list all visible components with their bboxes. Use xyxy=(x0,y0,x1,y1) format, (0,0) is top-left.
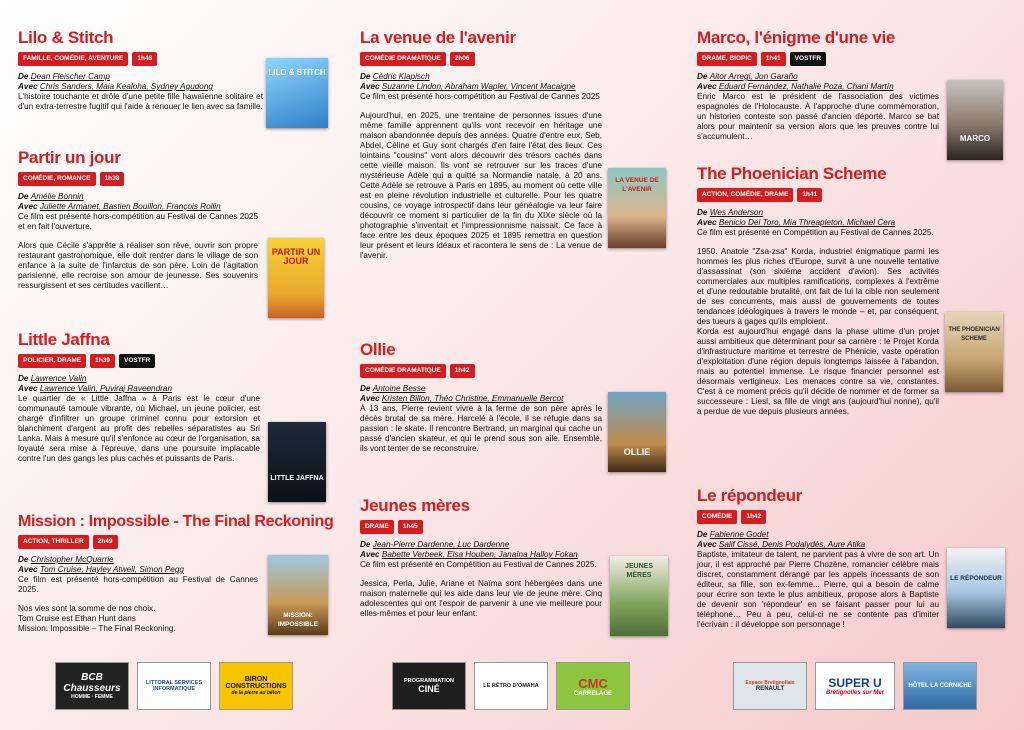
synopsis-paragraph: Nos vies sont la somme de nos choix. Tom Cruise est Ethan Hunt dans Mission: Impossible – The Final Reckoning. xyxy=(18,604,176,633)
director: Christopher McQuarrie xyxy=(30,555,114,564)
sponsor-sub: de la pierre au béton xyxy=(231,690,281,696)
film-marco xyxy=(697,28,991,151)
poster-image xyxy=(608,392,666,472)
film-title: Lilo & Stitch xyxy=(18,28,114,47)
film-synopsis xyxy=(18,212,258,291)
poster-title: LILO & STITCH xyxy=(268,68,326,77)
film-le-repondeur xyxy=(697,486,1002,639)
duration-tag: 1h39 xyxy=(90,354,115,368)
poster-title: MISSION: IMPOSSIBLE xyxy=(277,612,319,628)
film-synopsis xyxy=(360,404,602,454)
director: Cédric Klapisch xyxy=(372,72,430,81)
film-credits xyxy=(360,540,602,560)
poster-title: LA VENUE DE L'AVENIR xyxy=(615,177,659,193)
director: Amélie Bonnin xyxy=(30,192,84,201)
sponsor-sub: Brétignolles sur Mer xyxy=(825,690,884,696)
film-synopsis xyxy=(697,550,939,630)
film-tags xyxy=(18,172,330,186)
sponsor-sub: Espace Bretignollais xyxy=(745,680,795,686)
film-synopsis xyxy=(360,92,602,261)
film-credits xyxy=(18,72,263,92)
cast-label: Avec xyxy=(18,82,40,91)
cast-label: Avec xyxy=(697,218,719,227)
film-credits xyxy=(360,72,602,92)
film-title: La venue de l'avenir xyxy=(360,28,516,47)
genre-tag: COMÉDIE, ROMANCE xyxy=(18,172,96,186)
director: Dean Fleischer Camp xyxy=(30,72,110,81)
film-ollie xyxy=(360,340,651,463)
synopsis-paragraph: Ce film est présenté hors-compétition au Festival de Cannes 2025 et en fait l'ouverture. xyxy=(18,212,258,231)
duration-tag: 2h49 xyxy=(93,535,118,549)
film-title: Marco, l'énigme d'une vie xyxy=(697,28,896,47)
genre-tag: ACTION, COMÉDIE, DRAME xyxy=(697,188,793,202)
film-tags xyxy=(360,520,640,534)
director: Lawrence Valin xyxy=(30,374,87,383)
sponsor-logo xyxy=(815,662,895,710)
synopsis-paragraph: Baptiste, imitateur de talent, ne parvient pas à vivre de son art. Un jour, il est approché par Pierre Chozène, romancier célèbre mais discret, constamment dérangé par les appels incessants de son éditeur, sa fille, son ex-femme... Pierre, qui a besoin de calme pour écrire son texte le plus ambitieux, propose alors à Baptiste de devenir son 'répondeur' en se faisant passer pour lui au téléphone… Peu à peu, celui-ci ne se contente pas d'imiter l'écrivain : il développe son personnage ! xyxy=(697,550,939,629)
genre-tag: DRAME xyxy=(360,520,394,534)
film-tags xyxy=(697,510,977,524)
film-credits xyxy=(697,530,939,550)
synopsis-paragraph: Le quartier de « Little Jaffna » à Paris est le cœur d'une communauté tamoule vibrante, où Michael, un jeune policier, est chargé d'infiltrer un groupe criminel connu pour extorsion et blanchiment d'argent au profit des rebelles séparatistes au Sri Lanka. Mais à mesure qu'il s'enfonce au cœur de l'organisation, sa loyauté sera mise à l'épreuve, dans une poursuite implacable contre l'un des gangs les plus cachés et puissants de Paris. xyxy=(18,394,260,463)
film-lilo-stitch xyxy=(18,28,330,121)
synopsis-paragraph: Enric Marco est le président de l'association des victimes espagnoles de l'Holocauste. À l'approche d'une commémoration, un historien conteste son passé d'ancien déporté. Marco se bat alors pour maintenir sa version alors que les preuves contre lui s'accumulent… xyxy=(697,92,939,141)
film-title: The Phoenician Scheme xyxy=(697,164,887,183)
film-credits xyxy=(697,208,939,228)
sponsor-name: HÔTEL LA CORNICHE xyxy=(908,683,972,689)
language-tag: VOSTFR xyxy=(119,354,155,368)
synopsis-paragraph: Ce film est présenté en Compétition au Festival de Cannes 2025. xyxy=(360,560,597,569)
cast: Lawrence Valin, Puviraj Raveendran xyxy=(39,384,172,393)
duration-tag: 1h38 xyxy=(100,172,125,186)
cast: Tom Cruise, Hayley Atwell, Simon Pegg xyxy=(39,565,184,574)
director-label: De xyxy=(18,555,31,564)
director: Wes Anderson xyxy=(709,208,763,217)
director: Jean-Pierre Dardenne, Luc Dardenne xyxy=(372,540,510,549)
genre-tag: ACTION, THRILLER xyxy=(18,535,89,549)
sponsor-name: RENAULT xyxy=(755,686,785,692)
synopsis-paragraph: À 13 ans, Pierre revient vivre à la ferme de son père après le décès brutal de sa mère. Harcelé à l'école, il se réfugie dans sa passion : le skate. Il rencontre Bertrand, un marginal qui cache un passé d'ancien skateur, et qui le prend sous son aile. Ensemble, ils vont tenter de se reconstruire. xyxy=(360,404,602,453)
director: Antoine Besse xyxy=(372,384,426,393)
film-synopsis xyxy=(18,92,263,112)
film-synopsis xyxy=(697,92,939,142)
duration-tag: 1h42 xyxy=(741,510,766,524)
duration-tag: 1h42 xyxy=(450,364,475,378)
cast: Salif Cissé, Denis Podalydès, Aure Atika xyxy=(718,540,866,549)
cast-label: Avec xyxy=(18,384,40,393)
director-label: De xyxy=(18,72,31,81)
sponsor-logo xyxy=(137,662,211,710)
duration-tag: 1h41 xyxy=(797,188,822,202)
cast-label: Avec xyxy=(360,82,382,91)
poster-image xyxy=(268,238,324,318)
film-synopsis xyxy=(360,560,602,619)
duration-tag: 1h41 xyxy=(761,52,786,66)
synopsis-paragraph: Ce film est présenté hors-compétition au Festival de Cannes 2025. xyxy=(18,575,258,594)
film-tags xyxy=(360,364,640,378)
film-la-venue-de-l-avenir xyxy=(360,28,659,270)
film-title: Mission : Impossible - The Final Reckoning xyxy=(18,513,334,530)
director: Aitor Arregi, Jon Garaño xyxy=(709,72,798,81)
film-tags xyxy=(360,52,640,66)
genre-tag: FAMILLE, COMÉDIE, AVENTURE xyxy=(18,52,128,66)
director-label: De xyxy=(697,530,710,539)
film-mission-impossible xyxy=(18,513,334,643)
film-title: Ollie xyxy=(360,340,396,359)
poster-title: THE PHOENICIAN SCHEME xyxy=(948,327,1000,342)
genre-tag: DRAME, BIOPIC xyxy=(697,52,757,66)
sponsor-sub: CINÉ xyxy=(418,684,440,694)
film-title: Partir un jour xyxy=(18,148,121,167)
sponsor-logos-left xyxy=(55,662,293,710)
synopsis-paragraph: 1950. Anatole "Zsa-zsa" Korda, industriel énigmatique parmi les hommes les plus riches d'Europe, survit à une nouvelle tentative d'assassinat (son sixième accident d'avion). Ses activités commerciales aux multiples ramifications, complexes à l'extrême et d'une redoutable brutalité, ont fait de lui la cible non seulement de ses concurrents, mais aussi de gouvernements de toutes tendances idéologiques à travers le monde – et, par conséquent, des tueurs à gages qu'ils emploient. Korda est aujourd'hui engagé dans la phase ultime d'un projet aussi ambitieux que déterminant pour sa carrière : le Projet Korda d'infrastructure maritime et terrestre de Phénicie, vaste opération d'exploitation d'une région depuis longtemps laissée à l'abandon, mais au potentiel immense. Le risque financier personnel est désormais vertigineux. Les menaces contre sa vie, constantes. C'est à ce moment précis qu'il décide de nommer et de former sa successeure : Liesl, sa fille de vingt ans (aujourd'hui nonne), qu'il a perdue de vue depuis plusieurs années. xyxy=(697,247,939,416)
synopsis-paragraph: Ce film est présenté en Compétition au Festival de Cannes 2025. xyxy=(697,228,934,237)
sponsor-logo xyxy=(733,662,807,710)
poster-image xyxy=(945,312,1003,392)
film-synopsis xyxy=(18,575,258,634)
director-label: De xyxy=(697,72,710,81)
sponsor-logo xyxy=(556,662,630,710)
film-title: Le répondeur xyxy=(697,486,803,505)
poster-title: LE RÉPONDEUR xyxy=(950,575,1002,582)
director-label: De xyxy=(360,72,373,81)
language-tag: VOSTFR xyxy=(790,52,826,66)
film-partir-un-jour xyxy=(18,148,330,300)
sponsor-logos-center xyxy=(392,662,630,710)
cast: Chris Sanders, Maia Kealoha, Sydney Agudong xyxy=(39,82,213,91)
sponsor-name: LITTORAL SERVICES INFORMATIQUE xyxy=(145,680,203,692)
poster-image xyxy=(947,80,1003,160)
sponsor-name: BCB Chausseurs xyxy=(63,672,121,694)
cast: Benicio Del Toro, Mia Threapleton, Michael Cera xyxy=(718,218,896,227)
synopsis-paragraph: Ce film est présenté hors-compétition au Festival de Cannes 2025 xyxy=(360,92,600,101)
cast-label: Avec xyxy=(697,540,719,549)
film-tags xyxy=(697,52,977,66)
sponsor-name: SUPER U xyxy=(828,676,882,690)
sponsor-name: LE RÉTRO D'OMAHA xyxy=(483,683,539,689)
poster-title: JEUNES MÈRES xyxy=(624,563,653,579)
sponsor-name: PROGRAMMATION xyxy=(403,678,454,684)
poster-image xyxy=(610,556,668,636)
director-label: De xyxy=(360,384,373,393)
duration-tag: 1h48 xyxy=(132,52,157,66)
duration-tag: 2h06 xyxy=(450,52,475,66)
cast: Juliette Armanet, Bastien Bouillon, François Rollin xyxy=(39,202,221,211)
cast: Eduard Fernández, Nathalie Poza, Chani Martín xyxy=(718,82,894,91)
film-synopsis xyxy=(18,394,260,464)
cast: Babette Verbeek, Elsa Houben, Janaïna Halloy Fokan xyxy=(381,550,578,559)
director-label: De xyxy=(18,374,31,383)
film-credits xyxy=(697,72,939,92)
duration-tag: 1h45 xyxy=(398,520,423,534)
genre-tag: COMÉDIE xyxy=(697,510,737,524)
film-credits xyxy=(18,192,258,212)
synopsis-paragraph: Jessica, Perla, Julie, Ariane et Naïma sont hébergées dans une maison maternelle qui les aide dans leur vie de jeune mère. Cinq adolescentes qui ont l'espoir de parvenir à une vie meilleure pour elles-mêmes et pour leur enfant. xyxy=(360,579,602,618)
film-credits xyxy=(18,555,258,575)
film-title: Jeunes mères xyxy=(360,496,470,515)
sponsor-logo xyxy=(474,662,548,710)
synopsis-paragraph: Aujourd'hui, en 2025, une trentaine de personnes issues d'une même famille apprennent qu'ils vont recevoir en héritage une maison abandonnée depuis des années. Quatre d'entre eux, Seb, Abdel, Céline et Guy sont chargés d'en faire l'état des lieux. Ces lointains "cousins" vont alors découvrir des trésors cachés dans cette vieille maison. Ils vont se retrouver sur les traces d'une mystérieuse Adèle qui a quitté sa Normandie natale, à 20 ans. Cette Adèle se retrouve à Paris en 1895, au moment où cette ville est en pleine révolution industrielle et culturelle. Pour les quatre cousins, ce voyage introspectif dans leur généalogie va leur faire découvrir ce moment si particulier de la fin du XIXe siècle où la photographie s'inventait et l'impressionnisme naissait. Ce face à face entre les deux époques 2025 et 1895 remettra en question leur présent et leurs idéaux et racontera le sens de : La venue de l'avenir. xyxy=(360,111,602,260)
sponsor-sub: HOMME · FEMME xyxy=(71,694,113,700)
sponsor-logo xyxy=(392,662,466,710)
film-little-jaffna xyxy=(18,330,330,482)
film-title: Little Jaffna xyxy=(18,330,110,349)
cast-label: Avec xyxy=(18,202,40,211)
poster-image xyxy=(608,168,666,248)
sponsor-logo xyxy=(219,662,293,710)
synopsis-paragraph: L'histoire touchante et drôle d'une petite fille hawaïenne solitaire et d'un extra-terrestre fugitif qui l'aide à renouer le lien avec sa famille. xyxy=(18,92,263,111)
genre-tag: COMÉDIE DRAMATIQUE xyxy=(360,364,446,378)
genre-tag: POLICIER, DRAME xyxy=(18,354,86,368)
cast: Kristen Billon, Théo Christine, Emmanuelle Bercot xyxy=(381,394,564,403)
poster-title: MARCO xyxy=(959,134,991,143)
film-synopsis xyxy=(697,228,939,417)
film-credits xyxy=(18,374,260,394)
director-label: De xyxy=(360,540,373,549)
sponsor-name: CMC xyxy=(578,675,608,691)
film-jeunes-meres xyxy=(360,496,653,628)
director-label: De xyxy=(18,192,31,201)
poster-image xyxy=(268,555,328,635)
director: Fabienne Godet xyxy=(709,530,769,539)
sponsor-logos-right xyxy=(733,662,977,710)
sponsor-name: BIRON CONSTRUCTIONS xyxy=(225,676,287,690)
cast-label: Avec xyxy=(360,550,382,559)
poster-title: LITTLE JAFFNA xyxy=(270,475,324,482)
film-tags xyxy=(697,188,977,202)
sponsor-logo xyxy=(903,662,977,710)
poster-title: OLLIE xyxy=(623,447,651,457)
film-tags xyxy=(18,354,330,368)
cast: Suzanne Lindon, Abraham Wapler, Vincent Macaigne xyxy=(381,82,576,91)
poster-image xyxy=(266,58,328,128)
poster-image xyxy=(268,422,326,502)
film-credits xyxy=(360,384,602,404)
genre-tag: COMÉDIE DRAMATIQUE xyxy=(360,52,446,66)
cast-label: Avec xyxy=(360,394,382,403)
film-tags xyxy=(18,535,330,549)
sponsor-sub: CARRELAGE xyxy=(573,690,612,697)
cast-label: Avec xyxy=(18,565,40,574)
poster-title: PARTIR UN JOUR xyxy=(271,247,321,266)
cast-label: Avec xyxy=(697,82,719,91)
film-the-phoenician-scheme xyxy=(697,164,1000,426)
director-label: De xyxy=(697,208,710,217)
poster-image xyxy=(947,548,1005,628)
sponsor-logo xyxy=(55,662,129,710)
synopsis-paragraph: Alors que Cécile s'apprête à réaliser son rêve, ouvrir son propre restaurant gastronomique, elle doit rentrer dans le village de son enfance à la suite de l'infarctus de son père. Loin de l'agitation parisienne, elle recroise son amour de jeunesse. Ses souvenirs ressurgissent et ses certitudes vacillent… xyxy=(18,241,258,290)
